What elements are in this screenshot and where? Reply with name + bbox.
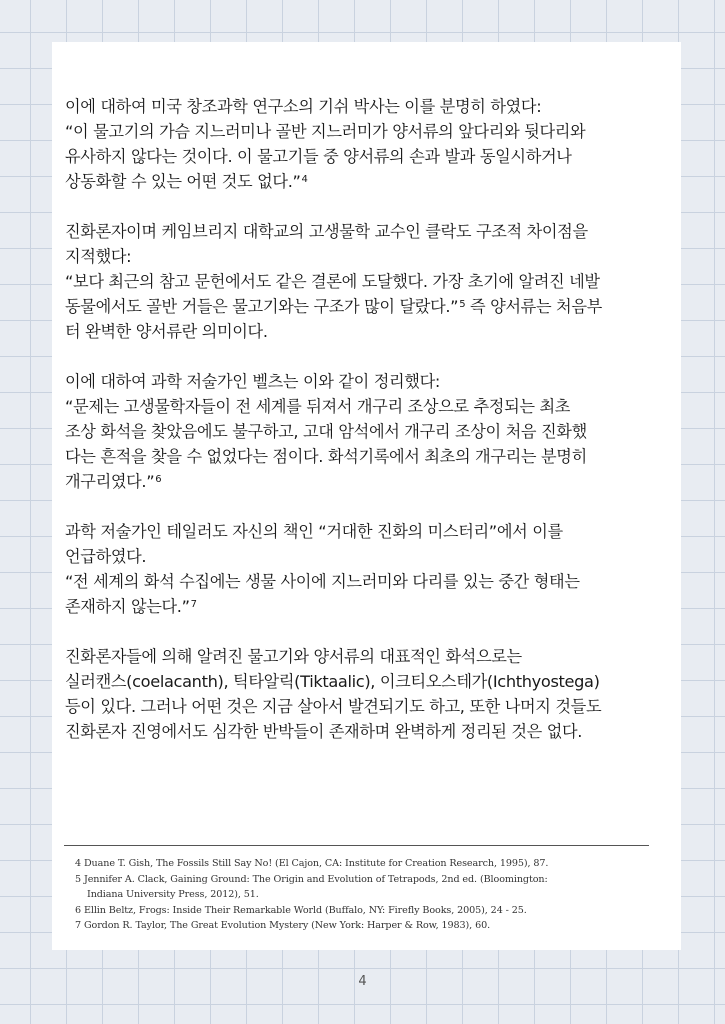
text-line <box>65 469 677 494</box>
text-line: 언급하였다. <box>65 547 147 566</box>
footnote-ref-7: 7 <box>190 599 197 610</box>
footnote-7: 7 Gordon R. Taylor, The Great Evolution Mystery (New York: Harper & Row, 1983), 60. <box>75 920 491 931</box>
paragraph-clack <box>65 219 677 344</box>
text-line: 지적했다: <box>65 247 132 266</box>
text-line: “이 물고기의 가슴 지느러미나 골반 지느러미가 양서류의 앞다리와 뒷다리와 <box>65 122 586 141</box>
text-line: 등이 있다. 그러나 어떤 것은 지금 살아서 발견되기도 하고, 또한 나머지 것들도 <box>65 697 602 716</box>
text-fragment: 동물에서도 골반 거들은 물고기와는 구조가 많이 달랐다.” <box>65 297 459 316</box>
footnote-4: 4 Duane T. Gish, The Fossils Still Say No! (El Cajon, CA: Institute for Creation Research, 1995), 87. <box>75 858 549 869</box>
text-fragment: 존재하지 않는다.” <box>65 597 190 616</box>
paragraph-beltz <box>65 369 677 494</box>
text-line <box>65 594 677 619</box>
text-line <box>65 169 677 194</box>
text-line: 진화론자들에 의해 알려진 물고기와 양서류의 대표적인 화석으로는 <box>65 647 522 666</box>
footnote-ref-4: 4 <box>301 174 308 185</box>
text-line: 이에 대하여 과학 저술가인 벨츠는 이와 같이 정리했다: <box>65 372 440 391</box>
text-line: 터 완벽한 양서류란 의미이다. <box>65 322 268 341</box>
text-fragment: 즉 양서류는 처음부 <box>465 297 602 316</box>
text-line: 실러캔스(coelacanth), 틱타알릭(Tiktaalic), 이크티오스테가(Ichthyostega) <box>65 672 600 691</box>
footnote-5-continued: Indiana University Press, 2012), 51. <box>87 889 259 900</box>
page-number: 4 <box>358 974 367 989</box>
text-line: 진화론자이며 케임브리지 대학교의 고생물학 교수인 클락도 구조적 차이점을 <box>65 222 588 241</box>
text-fragment: 개구리였다.” <box>65 472 155 491</box>
document-page <box>52 42 681 950</box>
text-line: “보다 최근의 참고 문헌에서도 같은 결론에 도달했다. 가장 초기에 알려진 네발 <box>65 272 600 291</box>
footnote-ref-5: 5 <box>459 299 466 310</box>
text-line <box>65 294 677 319</box>
text-line: 유사하지 않다는 것이다. 이 물고기들 중 양서류의 손과 발과 동일시하거나 <box>65 147 572 166</box>
text-fragment: 상동화할 수 있는 어떤 것도 없다.” <box>65 172 301 191</box>
text-line: “전 세계의 화석 수집에는 생물 사이에 지느러미와 다리를 있는 중간 형태는 <box>65 572 580 591</box>
footnote-divider <box>64 845 649 846</box>
text-line: 과학 저술가인 테일러도 자신의 책인 “거대한 진화의 미스터리”에서 이를 <box>65 522 563 541</box>
paragraph-fossils <box>65 644 677 744</box>
text-line: 다는 흔적을 찾을 수 없었다는 점이다. 화석기록에서 최초의 개구리는 분명히 <box>65 447 587 466</box>
footnote-5: 5 Jennifer A. Clack, Gaining Ground: The Origin and Evolution of Tetrapods, 2nd ed. (Bloomington: <box>75 873 548 885</box>
body-text <box>65 94 677 769</box>
text-line: 조상 화석을 찾았음에도 불구하고, 고대 암석에서 개구리 조상이 처음 진화했 <box>65 422 587 441</box>
paragraph-taylor <box>65 519 677 619</box>
footnote-6: 6 Ellin Beltz, Frogs: Inside Their Remarkable World (Buffalo, NY: Firefly Books, 2005), 24 - 25. <box>75 904 527 916</box>
paragraph-gish <box>65 94 677 194</box>
text-line: 이에 대하여 미국 창조과학 연구소의 기쉬 박사는 이를 분명히 하였다: <box>65 97 542 116</box>
text-line: “문제는 고생물학자들이 전 세계를 뒤져서 개구리 조상으로 추정되는 최초 <box>65 397 571 416</box>
footnotes <box>75 856 665 934</box>
text-line: 진화론자 진영에서도 심각한 반박들이 존재하며 완벽하게 정리된 것은 없다. <box>65 722 583 741</box>
footnote-ref-6: 6 <box>155 474 162 485</box>
